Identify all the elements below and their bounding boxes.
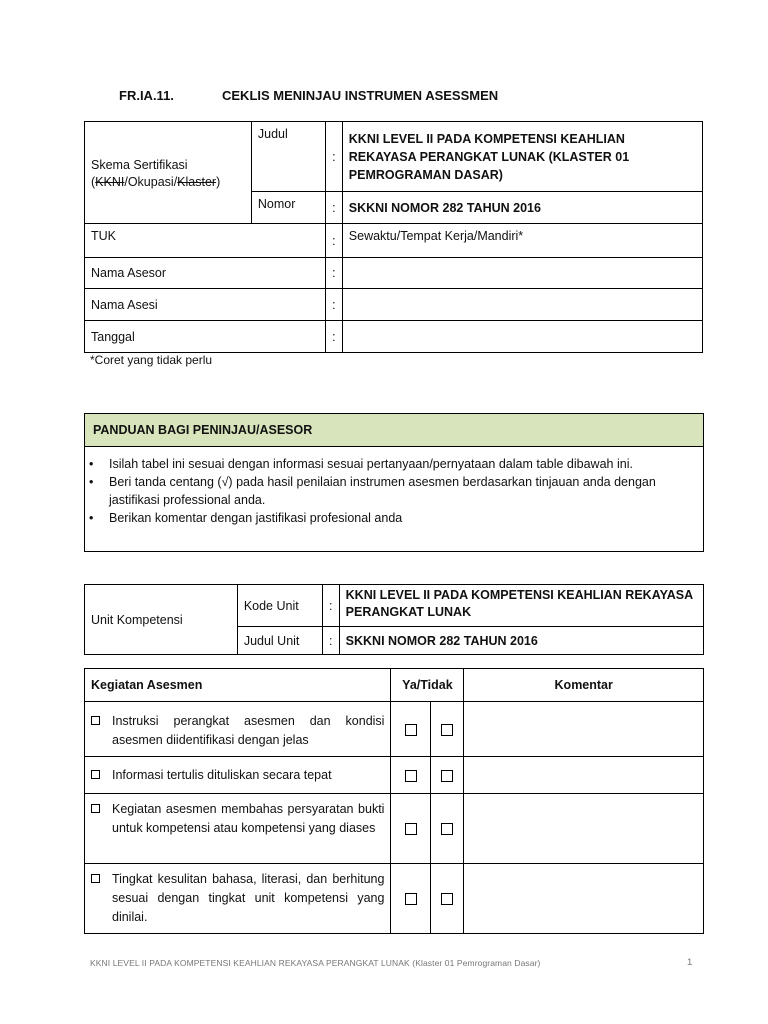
asesor-colon: : xyxy=(325,258,342,289)
tuk-label: TUK xyxy=(85,224,326,258)
asesor-label: Nama Asesor xyxy=(85,258,326,289)
no-checkbox[interactable] xyxy=(441,770,453,782)
skema-label-cell xyxy=(85,122,252,224)
activity-text: Informasi tertulis dituliskan secara tepat xyxy=(112,767,332,782)
guide-box xyxy=(84,413,704,552)
footer-text: KKNI LEVEL II PADA KOMPETENSI KEAHLIAN REKAYASA PERANGKAT LUNAK (Klaster 01 Pemrograman Dasar) xyxy=(90,958,541,968)
comment-cell[interactable] xyxy=(464,702,704,757)
form-code: FR.IA.11. xyxy=(119,88,174,103)
checkbox-icon xyxy=(91,804,100,813)
judul-unit-label: Judul Unit xyxy=(237,627,322,655)
yes-checkbox[interactable] xyxy=(405,893,417,905)
nomor-label: Nomor xyxy=(251,192,325,224)
table-row xyxy=(85,702,704,757)
guide-item: • Isilah tabel ini sesuai dengan informasi sesuai pertanyaan/pernyataan dalam table dibawah ini. xyxy=(85,455,689,473)
footnote: *Coret yang tidak perlu xyxy=(90,353,213,367)
asesor-value[interactable] xyxy=(342,258,702,289)
guide-item: • Beri tanda centang (√) pada hasil penilaian instrumen asesmen berdasarkan tinjauan anda dengan jastifikasi professional anda. xyxy=(85,473,689,509)
asesi-value[interactable] xyxy=(342,289,702,321)
guide-title: PANDUAN BAGI PENINJAU/ASESOR xyxy=(85,414,703,447)
yes-checkbox[interactable] xyxy=(405,770,417,782)
tanggal-value[interactable] xyxy=(342,321,702,353)
table-row xyxy=(85,864,704,934)
judul-unit-colon: : xyxy=(322,627,339,655)
no-cell xyxy=(431,702,464,757)
comment-cell[interactable] xyxy=(464,864,704,934)
header-comment: Komentar xyxy=(464,669,704,702)
skema-option-klaster: Klaster xyxy=(177,174,217,189)
header-yes-no: Ya/Tidak xyxy=(391,669,464,702)
form-title: CEKLIS MENINJAU INSTRUMEN ASESSMEN xyxy=(222,88,499,103)
unit-table xyxy=(84,584,704,655)
kode-colon: : xyxy=(322,585,339,627)
judul-label: Judul xyxy=(251,122,325,192)
kode-label: Kode Unit xyxy=(237,585,322,627)
unit-label: Unit Kompetensi xyxy=(85,585,238,655)
activity-table xyxy=(84,668,704,934)
tanggal-label: Tanggal xyxy=(85,321,326,353)
no-checkbox[interactable] xyxy=(441,893,453,905)
activity-cell xyxy=(85,702,391,757)
no-cell xyxy=(431,794,464,864)
checkbox-icon xyxy=(91,770,100,779)
yes-checkbox[interactable] xyxy=(405,823,417,835)
header-activity: Kegiatan Asesmen xyxy=(85,669,391,702)
comment-cell[interactable] xyxy=(464,757,704,794)
skema-label: Skema Sertifikasi xyxy=(91,157,188,172)
asesi-colon: : xyxy=(325,289,342,321)
skema-options: (KKNI/Okupasi/Klaster) xyxy=(91,174,221,189)
activity-text: Kegiatan asesmen membahas persyaratan bukti untuk kompetensi atau kompetensi yang diases xyxy=(112,802,385,835)
activity-cell xyxy=(85,864,391,934)
no-cell xyxy=(431,864,464,934)
nomor-colon: : xyxy=(325,192,342,224)
table-row xyxy=(85,757,704,794)
tuk-value: Sewaktu/Tempat Kerja/Mandiri* xyxy=(342,224,702,258)
judul-unit-value: SKKNI NOMOR 282 TAHUN 2016 xyxy=(339,627,703,655)
no-checkbox[interactable] xyxy=(441,724,453,736)
skema-option-kkni: KKNI xyxy=(95,174,125,189)
comment-cell[interactable] xyxy=(464,794,704,864)
guide-list xyxy=(85,447,703,527)
no-cell xyxy=(431,757,464,794)
activity-cell xyxy=(85,757,391,794)
tuk-colon: : xyxy=(325,224,342,258)
yes-cell xyxy=(391,864,431,934)
yes-checkbox[interactable] xyxy=(405,724,417,736)
guide-item: • Berikan komentar dengan jastifikasi profesional anda xyxy=(85,509,689,527)
activity-text: Tingkat kesulitan bahasa, literasi, dan berhitung sesuai dengan tingkat unit kompetensi yang dinilai. xyxy=(112,872,385,924)
yes-cell xyxy=(391,757,431,794)
judul-colon: : xyxy=(325,122,342,192)
judul-value: KKNI LEVEL II PADA KOMPETENSI KEAHLIAN REKAYASA PERANGKAT LUNAK (KLASTER 01 PEMROGRAMAN DASAR) xyxy=(342,122,702,192)
yes-cell xyxy=(391,702,431,757)
activity-cell xyxy=(85,794,391,864)
tanggal-colon: : xyxy=(325,321,342,353)
page-number: 1 xyxy=(687,957,693,968)
checkbox-icon xyxy=(91,874,100,883)
info-table xyxy=(84,121,703,353)
kode-value: KKNI LEVEL II PADA KOMPETENSI KEAHLIAN REKAYASA PERANGKAT LUNAK xyxy=(339,585,703,627)
yes-cell xyxy=(391,794,431,864)
checkbox-icon xyxy=(91,716,100,725)
no-checkbox[interactable] xyxy=(441,823,453,835)
nomor-value: SKKNI NOMOR 282 TAHUN 2016 xyxy=(342,192,702,224)
table-row xyxy=(85,794,704,864)
activity-text: Instruksi perangkat asesmen dan kondisi asesmen diidentifikasi dengan jelas xyxy=(112,714,385,747)
asesi-label: Nama Asesi xyxy=(85,289,326,321)
